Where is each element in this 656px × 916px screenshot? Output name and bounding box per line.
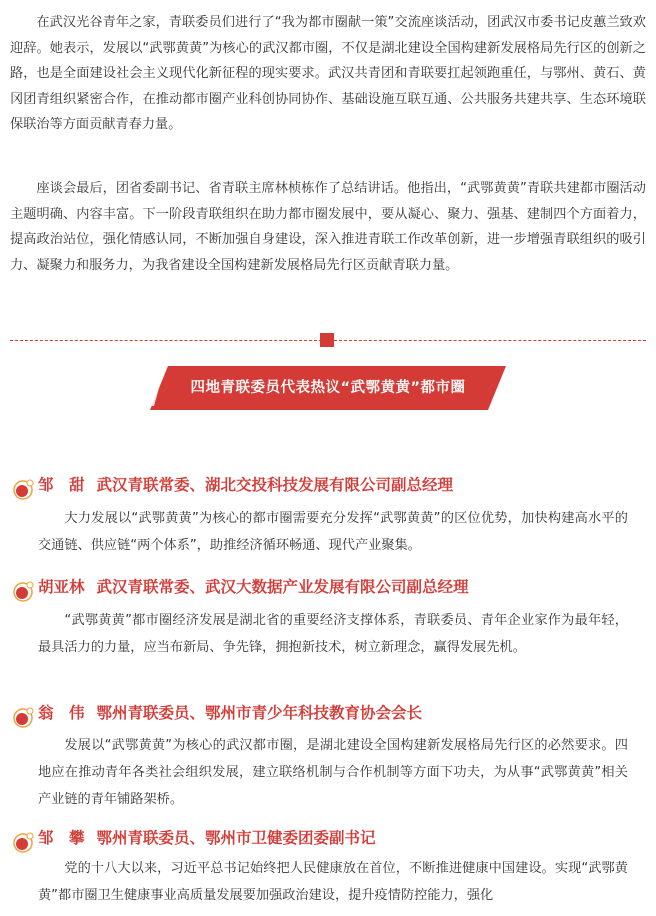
divider-square-icon bbox=[320, 333, 334, 347]
member-title bbox=[38, 702, 422, 724]
bullet-circle-icon bbox=[10, 476, 36, 502]
member-title bbox=[38, 576, 469, 598]
member-statement: 大力发展以“武鄂黄黄”为核心的都市圈需要充分发挥“武鄂黄黄”的区位优势，加快构建高水平的交通链、供应链“两个体系”，助推经济循环畅通、现代产业聚集。 bbox=[38, 511, 628, 553]
member-position: 鄂州青联委员、鄂州市卫健委团委副书记 bbox=[96, 829, 376, 847]
intro-paragraph-1: 在武汉光谷青年之家，青联委员们进行了“我为都市圈献一策”交流座谈活动，团武汉市委书记皮蕙兰致欢迎辞。她表示，发展以“武鄂黄黄”为核心的武汉都市圈，不仅是湖北建设全国构建新发展格局先行区的创新之路，也是全面建设社会主义现代化新征程的现实要求。武汉共青团和青联要扛起领跑重任，与鄂州、黄石、黄冈团青组织紧密合作，在推动都市圈产业科创协同协作、基础设施互联互通、公共服务共建共享、生态环境联保联治等方面贡献青春力量。 bbox=[10, 15, 646, 133]
member-name: 胡亚林 bbox=[38, 578, 85, 596]
section-title: 四地青联委员代表热议“武鄂黄黄”都市圈 bbox=[190, 380, 466, 396]
member-name: 邹 攀 bbox=[38, 829, 85, 847]
member-position: 武汉青联常委、武汉大数据产业发展有限公司副总经理 bbox=[96, 578, 469, 596]
member-name: 邹 甜 bbox=[38, 476, 85, 494]
member-title bbox=[38, 474, 453, 496]
member-position: 鄂州青联委员、鄂州市青少年科技教育协会会长 bbox=[96, 704, 423, 722]
member-title bbox=[38, 827, 376, 849]
member-statement: 党的十八大以来，习近平总书记始终把人民健康放在首位，不断推进健康中国建设。实现“武鄂黄黄”都市圈卫生健康事业高质量发展要加强政治建设，提升疫情防控能力，强化 bbox=[38, 861, 628, 903]
member-statement: 发展以“武鄂黄黄”为核心的武汉都市圈，是湖北建设全国构建新发展格局先行区的必然要求。四地应在推动青年各类社会组织发展，建立联络机制与合作机制等方面下功夫，为从事“武鄂黄黄”相关产业链的青年铺路架桥。 bbox=[38, 738, 628, 807]
bullet-circle-icon bbox=[10, 704, 36, 730]
intro-paragraph-2: 座谈会最后，团省委副书记、省青联主席林桢栋作了总结讲话。他指出，“武鄂黄黄”青联共建都市圈活动主题明确、内容丰富。下一阶段青联组织在助力都市圈发展中，要从凝心、聚力、强基、建制四个方面着力，提高政治站位，强化情感认同，不断加强自身建设，深入推进青联工作改革创新，进一步增强青联组织的吸引力、凝聚力和服务力，为我省建设全国构建新发展格局先行区贡献青联力量。 bbox=[10, 181, 646, 273]
member-name: 翁 伟 bbox=[38, 704, 85, 722]
bullet-circle-icon bbox=[10, 829, 36, 855]
member-statement: “武鄂黄黄”都市圈经济发展是湖北省的重要经济支撑体系，青联委员、青年企业家作为最年轻，最具活力的力量，应当布新局、争先锋，拥抱新技术，树立新理念，赢得发展先机。 bbox=[38, 613, 628, 655]
member-position: 武汉青联常委、湖北交投科技发展有限公司副总经理 bbox=[96, 476, 454, 494]
bullet-circle-icon bbox=[10, 578, 36, 604]
section-banner bbox=[150, 364, 506, 412]
